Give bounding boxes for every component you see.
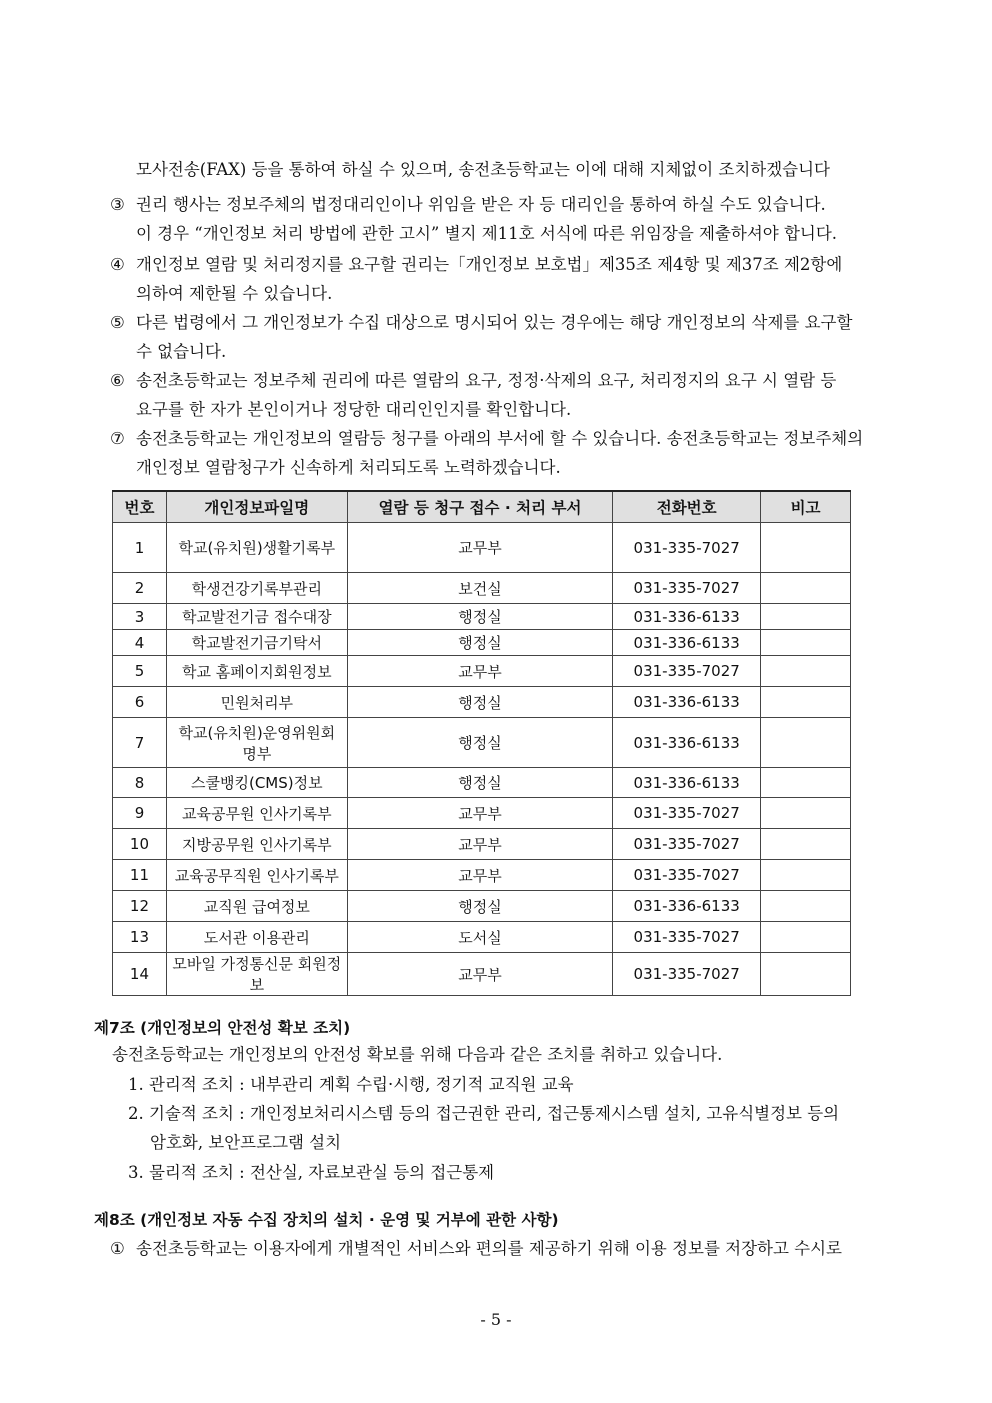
- personal-info-file-table: [112, 490, 851, 996]
- clause-text: 송전초등학교는 개인정보의 열람등 청구를 아래의 부서에 할 수 있습니다. 송전초등학교는 정보주체의: [136, 429, 864, 448]
- row-note: [761, 798, 851, 829]
- row-note: [761, 860, 851, 891]
- section-7-item-2: 2. 기술적 조치 : 개인정보처리시스템 등의 접근권한 관리, 접근통제시스템 설치, 고유식별정보 등의: [128, 1104, 840, 1123]
- row-number: 9: [113, 798, 167, 829]
- row-phone: 031-335-7027: [613, 922, 761, 953]
- row-file-name: 학교 홈페이지회원정보: [166, 656, 347, 687]
- row-file-name: 도서관 이용관리: [166, 922, 347, 953]
- row-note: [761, 922, 851, 953]
- clause-number: ④: [110, 255, 125, 274]
- row-phone: 031-336-6133: [613, 891, 761, 922]
- row-note: [761, 953, 851, 996]
- row-file-name: 학교(유치원)생활기록부: [166, 523, 347, 573]
- table-row: [113, 953, 851, 996]
- row-phone: 031-336-6133: [613, 718, 761, 768]
- row-phone: 031-335-7027: [613, 798, 761, 829]
- row-department: 교무부: [347, 829, 613, 860]
- table-body: [113, 523, 851, 996]
- row-file-name: 교육공무직원 인사기록부: [166, 860, 347, 891]
- row-file-name: 학생건강기록부관리: [166, 573, 347, 604]
- section-8-item-1: 송전초등학교는 이용자에게 개별적인 서비스와 편의를 제공하기 위해 이용 정보를 저장하고 수시로: [136, 1239, 842, 1258]
- row-file-name: 학교발전기금 접수대장: [166, 604, 347, 630]
- table-row: [113, 922, 851, 953]
- row-phone: 031-335-7027: [613, 953, 761, 996]
- row-number: 5: [113, 656, 167, 687]
- table-row: [113, 718, 851, 768]
- row-department: 행정실: [347, 630, 613, 656]
- table-row: [113, 798, 851, 829]
- clause-number: ⑥: [110, 371, 125, 390]
- table-row: [113, 604, 851, 630]
- header-note: 비고: [761, 491, 851, 523]
- row-department: 행정실: [347, 604, 613, 630]
- row-department: 교무부: [347, 860, 613, 891]
- row-number: 11: [113, 860, 167, 891]
- table-row: [113, 687, 851, 718]
- clause-text: 의하여 제한될 수 있습니다.: [136, 284, 333, 303]
- section-8-item-1-number: ①: [110, 1239, 125, 1258]
- section-7-item-2-cont: 암호화, 보안프로그램 설치: [150, 1133, 342, 1152]
- clause-text: 수 없습니다.: [136, 342, 227, 361]
- intro-line: 모사전송(FAX) 등을 통하여 하실 수 있으며, 송전초등학교는 이에 대해 지체없이 조치하겠습니다: [136, 160, 830, 179]
- clause-text: 이 경우 “개인정보 처리 방법에 관한 고시” 별지 제11호 서식에 따른 위임장을 제출하셔야 합니다.: [136, 224, 838, 243]
- row-file-name: 교육공무원 인사기록부: [166, 798, 347, 829]
- row-file-name: 민원처리부: [166, 687, 347, 718]
- row-phone: 031-335-7027: [613, 656, 761, 687]
- row-note: [761, 604, 851, 630]
- row-phone: 031-335-7027: [613, 829, 761, 860]
- row-file-name: 지방공무원 인사기록부: [166, 829, 347, 860]
- row-department: 교무부: [347, 523, 613, 573]
- row-number: 10: [113, 829, 167, 860]
- row-file-name: 교직원 급여정보: [166, 891, 347, 922]
- row-note: [761, 523, 851, 573]
- row-phone: 031-335-7027: [613, 573, 761, 604]
- table-row: [113, 523, 851, 573]
- row-note: [761, 630, 851, 656]
- row-department: 교무부: [347, 656, 613, 687]
- row-note: [761, 891, 851, 922]
- row-department: 도서실: [347, 922, 613, 953]
- header-department: 열람 등 청구 접수 · 처리 부서: [347, 491, 613, 523]
- row-department: 행정실: [347, 768, 613, 798]
- row-department: 교무부: [347, 953, 613, 996]
- row-number: 7: [113, 718, 167, 768]
- table-row: [113, 656, 851, 687]
- row-note: [761, 656, 851, 687]
- section-7-intro: 송전초등학교는 개인정보의 안전성 확보를 위해 다음과 같은 조치를 취하고 있습니다.: [112, 1045, 723, 1064]
- row-number: 1: [113, 523, 167, 573]
- table-row: [113, 860, 851, 891]
- row-phone: 031-335-7027: [613, 860, 761, 891]
- row-note: [761, 687, 851, 718]
- clause-number: ③: [110, 195, 125, 214]
- row-phone: 031-336-6133: [613, 768, 761, 798]
- row-phone: 031-336-6133: [613, 604, 761, 630]
- row-number: 4: [113, 630, 167, 656]
- page-number: - 5 -: [480, 1310, 512, 1329]
- row-file-name: 모바일 가정통신문 회원정보: [166, 953, 347, 996]
- row-note: [761, 573, 851, 604]
- row-number: 14: [113, 953, 167, 996]
- row-phone: 031-335-7027: [613, 523, 761, 573]
- header-file-name: 개인정보파일명: [166, 491, 347, 523]
- row-phone: 031-336-6133: [613, 630, 761, 656]
- table-row: [113, 829, 851, 860]
- table-row: [113, 768, 851, 798]
- section-8-heading: 제8조 (개인정보 자동 수집 장치의 설치 · 운영 및 거부에 관한 사항): [94, 1211, 559, 1229]
- row-note: [761, 718, 851, 768]
- row-number: 13: [113, 922, 167, 953]
- row-number: 8: [113, 768, 167, 798]
- clause-text: 권리 행사는 정보주체의 법정대리인이나 위임을 받은 자 등 대리인을 통하여 하실 수도 있습니다.: [136, 195, 826, 214]
- table-row: [113, 891, 851, 922]
- table-row: [113, 573, 851, 604]
- section-7-item-1: 1. 관리적 조치 : 내부관리 계획 수립·시행, 정기적 교직원 교육: [128, 1075, 574, 1094]
- row-department: 행정실: [347, 718, 613, 768]
- section-7-item-3: 3. 물리적 조치 : 전산실, 자료보관실 등의 접근통제: [128, 1163, 495, 1182]
- table-header-row: [113, 491, 851, 523]
- row-file-name: 스쿨뱅킹(CMS)정보: [166, 768, 347, 798]
- row-note: [761, 829, 851, 860]
- row-department: 보건실: [347, 573, 613, 604]
- row-department: 행정실: [347, 687, 613, 718]
- clause-text: 다른 법령에서 그 개인정보가 수집 대상으로 명시되어 있는 경우에는 해당 개인정보의 삭제를 요구할: [136, 313, 853, 332]
- table-row: [113, 630, 851, 656]
- header-phone: 전화번호: [613, 491, 761, 523]
- row-number: 12: [113, 891, 167, 922]
- row-number: 3: [113, 604, 167, 630]
- clause-text: 개인정보 열람청구가 신속하게 처리되도록 노력하겠습니다.: [136, 458, 561, 477]
- clause-number: ⑤: [110, 313, 125, 332]
- row-number: 2: [113, 573, 167, 604]
- clause-number: ⑦: [110, 429, 125, 448]
- row-department: 행정실: [347, 891, 613, 922]
- clause-text: 송전초등학교는 정보주체 권리에 따른 열람의 요구, 정정·삭제의 요구, 처리정지의 요구 시 열람 등: [136, 371, 837, 390]
- header-number: 번호: [113, 491, 167, 523]
- row-file-name: 학교발전기금기탁서: [166, 630, 347, 656]
- clause-text: 요구를 한 자가 본인이거나 정당한 대리인인지를 확인합니다.: [136, 400, 572, 419]
- section-7-heading: 제7조 (개인정보의 안전성 확보 조치): [94, 1019, 351, 1037]
- row-number: 6: [113, 687, 167, 718]
- clause-text: 개인정보 열람 및 처리정지를 요구할 권리는「개인정보 보호법」제35조 제4항 및 제37조 제2항에: [136, 255, 843, 274]
- row-phone: 031-336-6133: [613, 687, 761, 718]
- row-note: [761, 768, 851, 798]
- row-department: 교무부: [347, 798, 613, 829]
- row-file-name: 학교(유치원)운영위원회 명부: [166, 718, 347, 768]
